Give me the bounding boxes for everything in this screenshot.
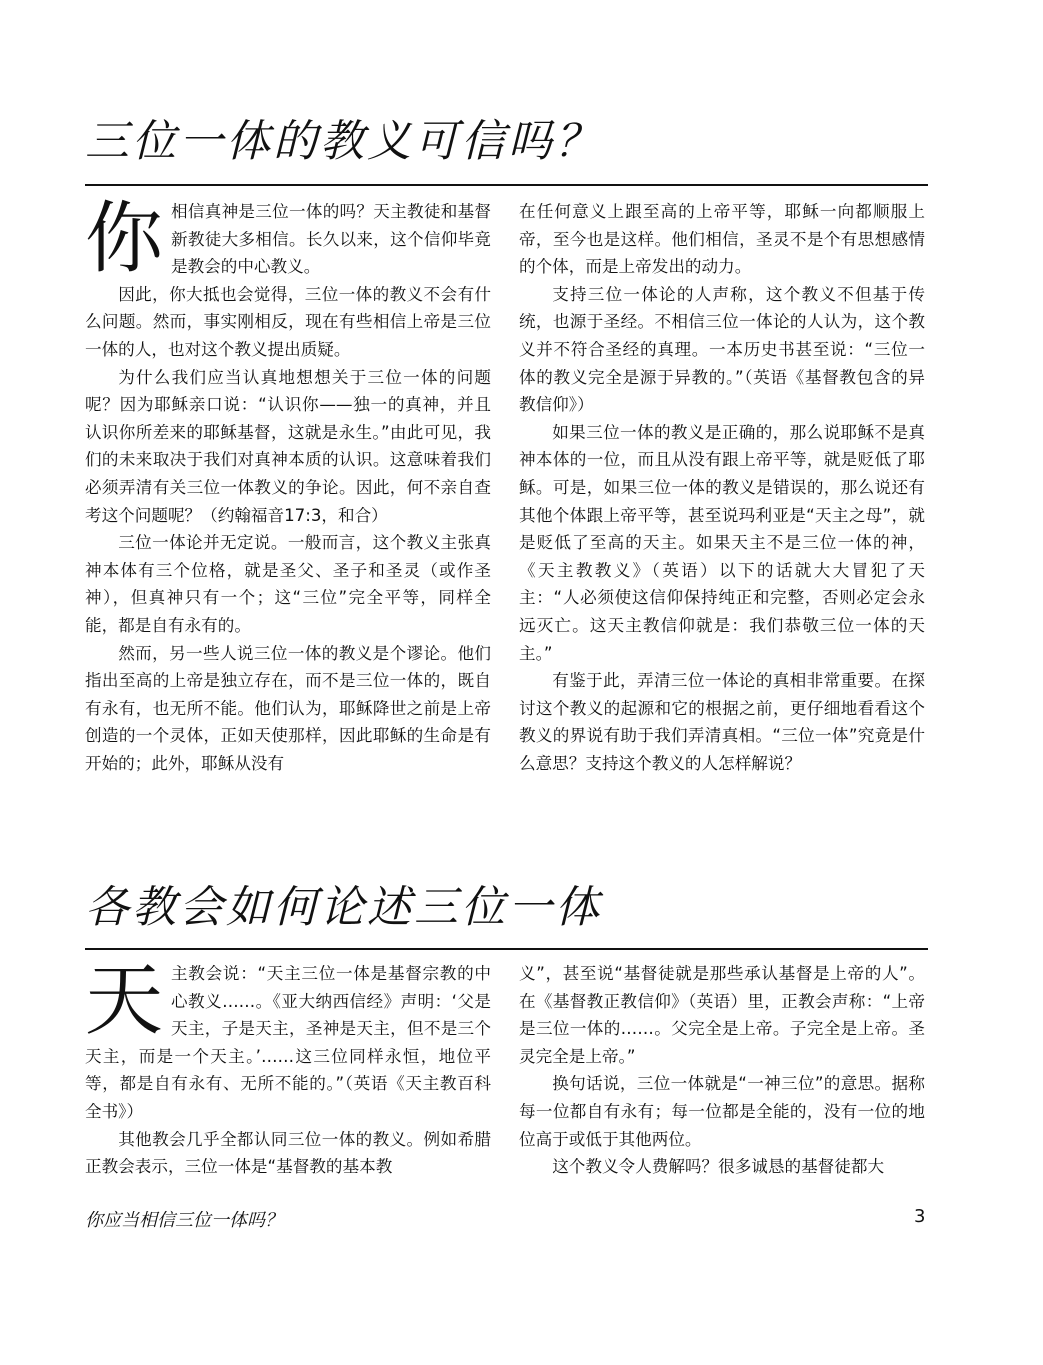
paragraph-text: 相信真神是三位一体的吗？天主教徒和基督新教徒大多相信。长久以来，这个信仰毕竟是教会的中心教义。 (171, 202, 491, 277)
paragraph: 支持三位一体论的人声称，这个教义不但基于传统，也源于圣经。不相信三位一体论的人认为，这个教义并不符合圣经的真理。一本历史书甚至说：“三位一体的教义完全是源于异教的。”（英语《基督教包含的异教信仰》） (519, 284, 925, 415)
paragraph (85, 194, 491, 284)
title-rule (85, 948, 928, 950)
drop-cap: 天 (85, 956, 164, 1046)
drop-cap: 你 (85, 194, 164, 284)
paragraph: 在任何意义上跟至高的上帝平等，耶稣一向都顺服上帝，至今也是这样。他们相信，圣灵不是个有思想感情的个体，而是上帝发出的动力。 (519, 202, 925, 277)
paragraph: 换句话说，三位一体就是“一神三位”的意思。据称每一位都自有永有；每一位都是全能的，没有一位的地位高于或低于其他两位。 (519, 1074, 925, 1149)
paragraph: 如果三位一体的教义是正确的，那么说耶稣不是真神本体的一位，而且从没有跟上帝平等，就是贬低了耶稣。可是，如果三位一体的教义是错误的，那么说还有其他个体跟上帝平等，甚至说玛利亚是“天主之母”，就是贬低了至高的天主。如果天主不是三位一体的神，《天主教教义》（英语）以下的话就大大冒犯了天主：“人必须使这信仰保持纯正和完整，否则必定会永远灭亡。这天主教信仰就是：我们恭敬三位一体的天主。” (519, 422, 925, 663)
text-column-left (85, 194, 491, 777)
paragraph-text: 主教会说：“天主三位一体是基督宗教的中心教义……。《亚大纳西信经》声明：‘父是天主，子是天主，圣神是天主，但不是三个天主，而是一个天主。’……这三位同样永恒，地位平等，都是自有永有、无所不能的。”（英语《天主教百科全书》） (85, 964, 491, 1121)
paragraph: 为什么我们应当认真地想想关于三位一体的问题呢？因为耶稣亲口说：“认识你——独一的真神，并且认识你所差来的耶稣基督，这就是永生。”由此可见，我们的未来取决于我们对真神本质的认识。这意味着我们必须弄清有关三位一体教义的争论。因此，何不亲自查考这个问题呢？（约翰福音17:3，和合） (85, 367, 491, 525)
text-column-right (519, 198, 925, 777)
paragraph: 这个教义令人费解吗？很多诚恳的基督徒都大 (552, 1157, 885, 1177)
paragraph: 有鉴于此，弄清三位一体论的真相非常重要。在探讨这个教义的起源和它的根据之前，更仔细地看看这个教义的界说有助于我们弄清真相。“三位一体”究竟是什么意思？支持这个教义的人怎样解说？ (519, 671, 925, 773)
paragraph: 义”，甚至说“基督徒就是那些承认基督是上帝的人”。在《基督教正教信仰》（英语）里，正教会声称：“上帝是三位一体的……。父完全是上帝。子完全是上帝。圣灵完全是上帝。” (519, 964, 925, 1066)
paragraph: 其他教会几乎全都认同三位一体的教义。例如希腊正教会表示，三位一体是“基督教的基本教 (85, 1129, 491, 1177)
running-footer-title: 你应当相信三位一体吗？ (85, 1210, 283, 1231)
title-rule (85, 184, 928, 186)
text-column-left (85, 956, 491, 1181)
paragraph (85, 956, 491, 1126)
paragraph: 因此，你大抵也会觉得，三位一体的教义不会有什么问题。然而，事实刚相反，现在有些相信上帝是三位一体的人，也对这个教义提出质疑。 (85, 284, 491, 359)
page-number: 3 (914, 1206, 926, 1227)
text-column-right (519, 960, 925, 1181)
section-title: 三位一体的教义可信吗？ (85, 116, 602, 167)
paragraph: 三位一体论并无定说。一般而言，这个教义主张真神本体有三个位格，就是圣父、圣子和圣灵（或作圣神），但真神只有一个；这“三位”完全平等，同样全能，都是自有永有的。 (85, 533, 491, 635)
section-title: 各教会如何论述三位一体 (85, 882, 602, 933)
paragraph: 然而，另一些人说三位一体的教义是个谬论。他们指出至高的上帝是独立存在，而不是三位一体的，既自有永有，也无所不能。他们认为，耶稣降世之前是上帝创造的一个灵体，正如天使那样，因此耶稣的生命是有开始的；此外，耶稣从没有 (85, 643, 491, 773)
